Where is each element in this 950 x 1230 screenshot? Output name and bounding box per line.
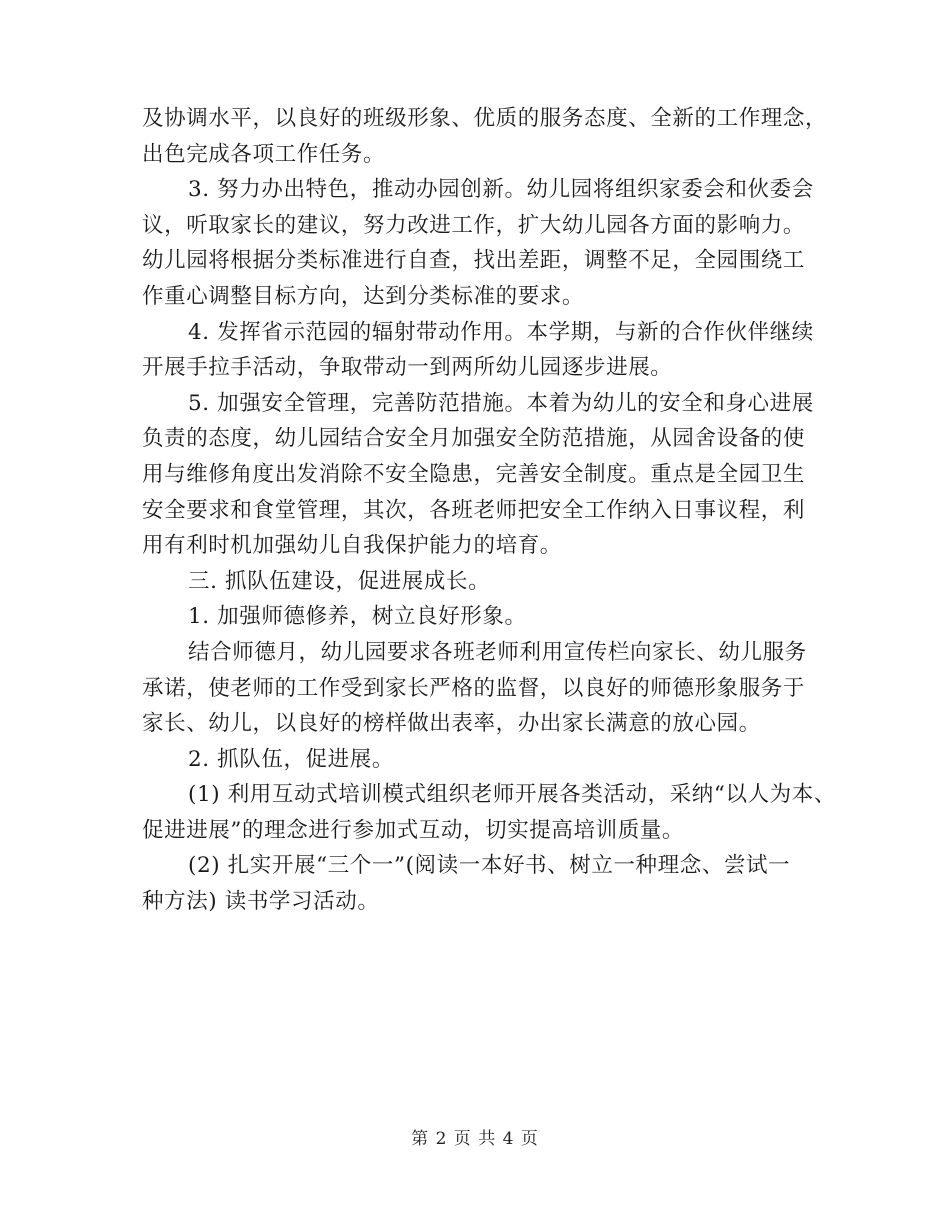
text-line: 种方法) 读书学习活动。 <box>142 889 380 915</box>
text-line: 幼儿园将根据分类标准进行自查，找出差距，调整不足，全园围绕工 <box>142 248 806 274</box>
text-line: 及协调水平，以良好的班级形象、优质的服务态度、全新的工作理念， <box>142 106 828 131</box>
document-body <box>142 101 836 920</box>
text-line: 承诺，使老师的工作受到家长严格的监督，以良好的师德形象服务于 <box>142 675 806 701</box>
text-line: (2) 扎实开展“三个一”(阅读一本好书、树立一种理念、尝试一 <box>188 853 791 879</box>
text-line: 用与维修角度出发消除不安全隐患，完善安全制度。重点是全园卫生 <box>142 461 806 487</box>
text-line: 安全要求和食堂管理，其次，各班老师把安全工作纳入日事议程，利 <box>142 497 806 523</box>
text-line: 用有利时机加强幼儿自我保护能力的培育。 <box>142 533 562 559</box>
text-line: 负责的态度，幼儿园结合安全月加强安全防范措施，从园舍设备的使 <box>142 426 806 452</box>
text-line: 开展手拉手活动，争取带动一到两所幼儿园逐步进展。 <box>142 355 673 381</box>
section-heading: 三. 抓队伍建设，促进展成长。 <box>188 568 491 594</box>
subsection-heading: 1. 加强师德修养，树立良好形象。 <box>188 604 527 630</box>
subsection-heading: 2. 抓队伍，促进展。 <box>188 746 394 772</box>
text-line: 3. 努力办出特色，推动办园创新。幼儿园将组织家委会和伙委会 <box>188 177 814 203</box>
text-line: 议，听取家长的建议，努力改进工作，扩大幼儿园各方面的影响力。 <box>142 212 806 238</box>
text-line: 出色完成各项工作任务。 <box>142 141 386 167</box>
page-number-footer: 第 2 页 共 4 页 <box>411 1129 539 1149</box>
text-line: (1) 利用互动式培训模式组织老师开展各类活动，采纳“以人为本、 <box>188 782 836 808</box>
text-line: 家长、幼儿，以良好的榜样做出表率，办出家长满意的放心园。 <box>142 711 761 737</box>
text-line: 作重心调整目标方向，达到分类标准的要求。 <box>142 283 585 309</box>
text-line: 5. 加强安全管理，完善防范措施。本着为幼儿的安全和身心进展 <box>188 390 814 416</box>
text-line: 促进进展”的理念进行参加式互动，切实提高培训质量。 <box>142 817 684 843</box>
text-line: 4. 发挥省示范园的辐射带动作用。本学期，与新的合作伙伴继续 <box>188 319 814 345</box>
text-line: 结合师德月，幼儿园要求各班老师利用宣传栏向家长、幼儿服务 <box>188 639 807 665</box>
